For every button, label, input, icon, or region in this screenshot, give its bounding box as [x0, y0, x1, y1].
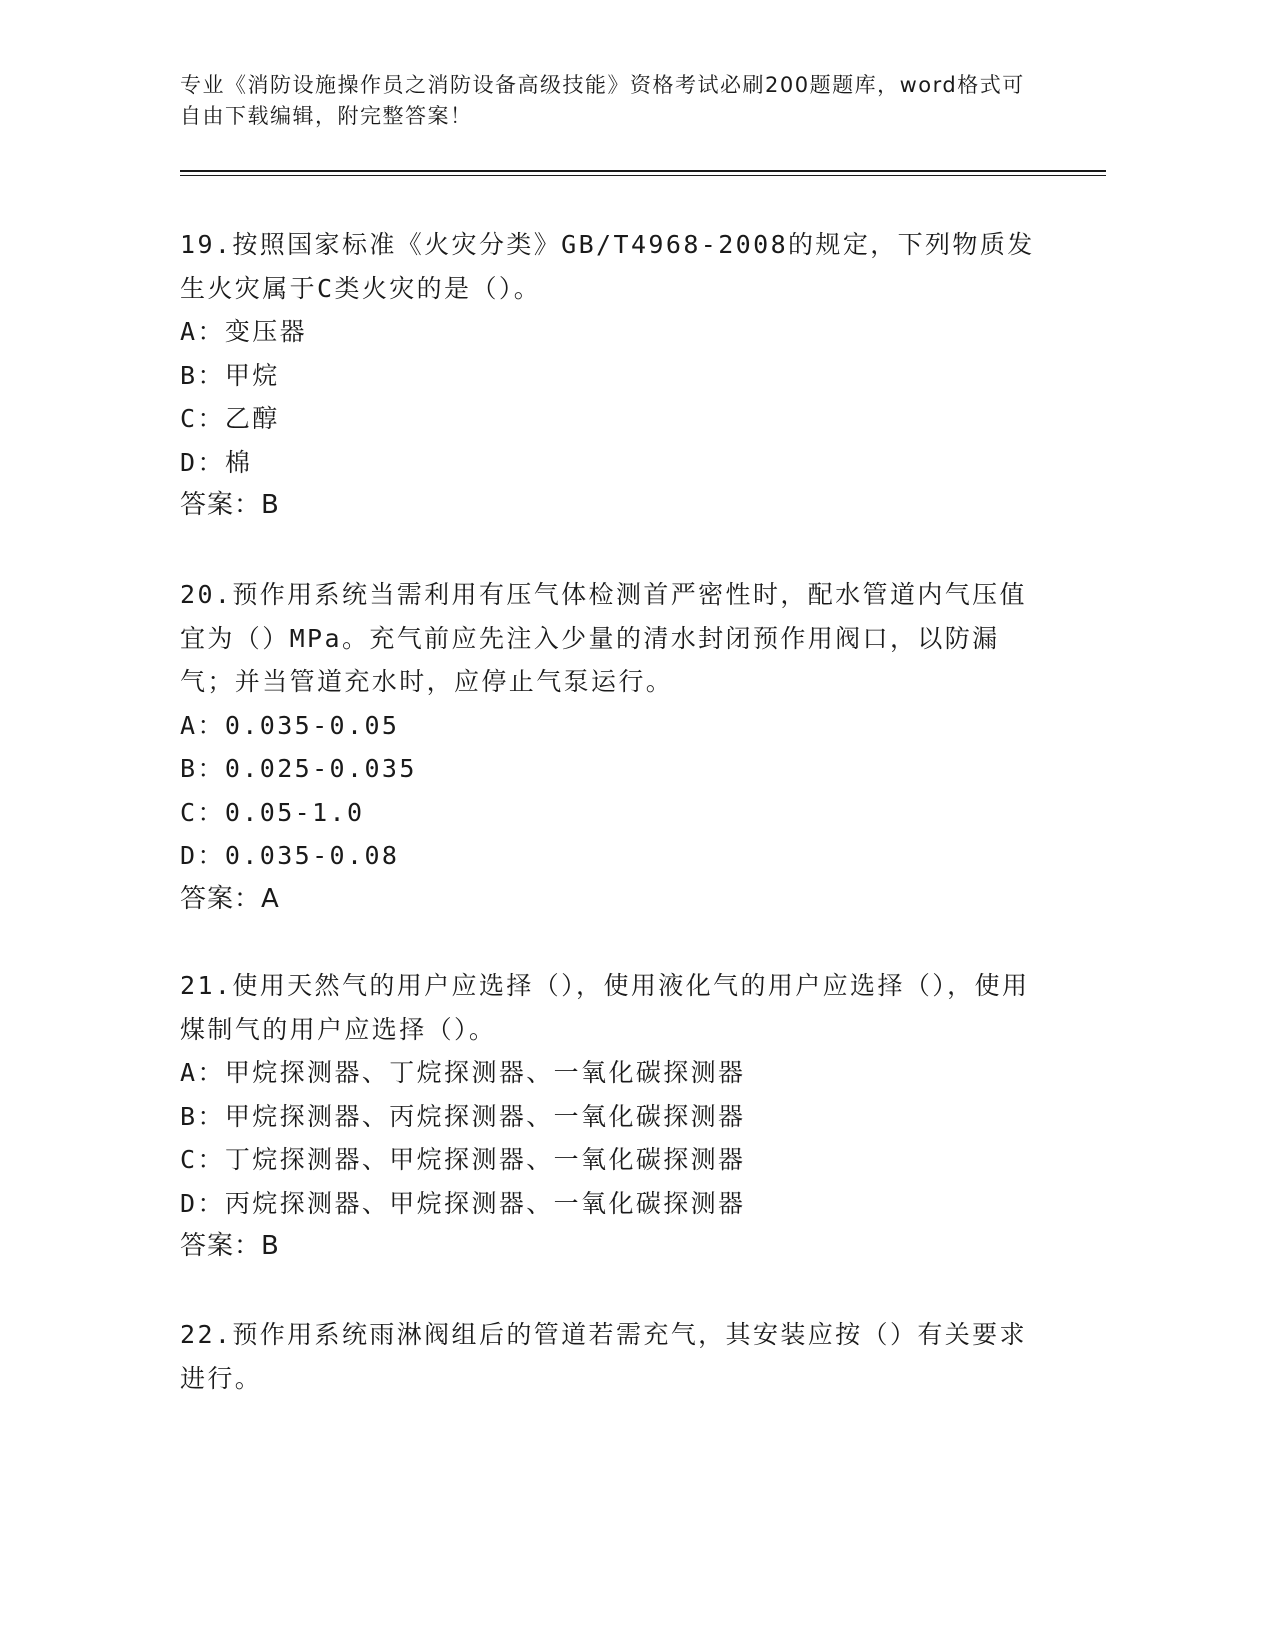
option-a: A：变压器 [180, 317, 308, 346]
option-c: C：丁烷探测器、甲烷探测器、一氧化碳探测器 [180, 1145, 746, 1174]
answer: 答案：B [180, 490, 280, 520]
option-b: B：0.025-0.035 [180, 754, 417, 783]
option-c: C：乙醇 [180, 404, 280, 433]
option-a: A：0.035-0.05 [180, 710, 400, 740]
option-b: B：甲烷探测器、丙烷探测器、一氧化碳探测器 [180, 1101, 746, 1131]
header-divider [180, 170, 1106, 172]
option-d: D：丙烷探测器、甲烷探测器、一氧化碳探测器 [180, 1188, 746, 1218]
question-stem: 21.使用天然气的用户应选择（），使用液化气的用户应选择（），使用煤制气的用户应选择（）。 [180, 971, 1030, 1044]
question-stem: 22.预作用系统雨淋阀组后的管道若需充气，其安装应按（）有关要求进行。 [180, 1320, 1027, 1393]
question-20 [180, 573, 1040, 921]
option-b: B：甲烷 [180, 360, 280, 390]
question-22 [180, 1313, 1040, 1400]
answer: 答案：A [180, 883, 280, 914]
question-stem: 20.预作用系统当需利用有压气体检测首严密性时，配水管道内气压值宜为（）MPa。充气前应先注入少量的清水封闭预作用阀口，以防漏气；并当管道充水时，应停止气泵运行。 [180, 580, 1027, 696]
question-21 [180, 964, 1040, 1269]
option-d: D：棉 [180, 447, 253, 477]
option-c: C：0.05-1.0 [180, 797, 365, 827]
question-stem: 19.按照国家标准《火灾分类》GB/T4968-2008的规定，下列物质发生火灾属于C类火灾的是（）。 [180, 230, 1035, 303]
option-a: A：甲烷探测器、丁烷探测器、一氧化碳探测器 [180, 1058, 746, 1087]
question-19 [180, 223, 1040, 528]
header-divider-thin [180, 175, 1106, 176]
document-header: 专业《消防设施操作员之消防设备高级技能》资格考试必刷200题题库，word格式可自由下载编辑，附完整答案！ [180, 73, 1025, 128]
option-d: D：0.035-0.08 [180, 841, 400, 870]
answer: 答案：B [180, 1231, 280, 1261]
